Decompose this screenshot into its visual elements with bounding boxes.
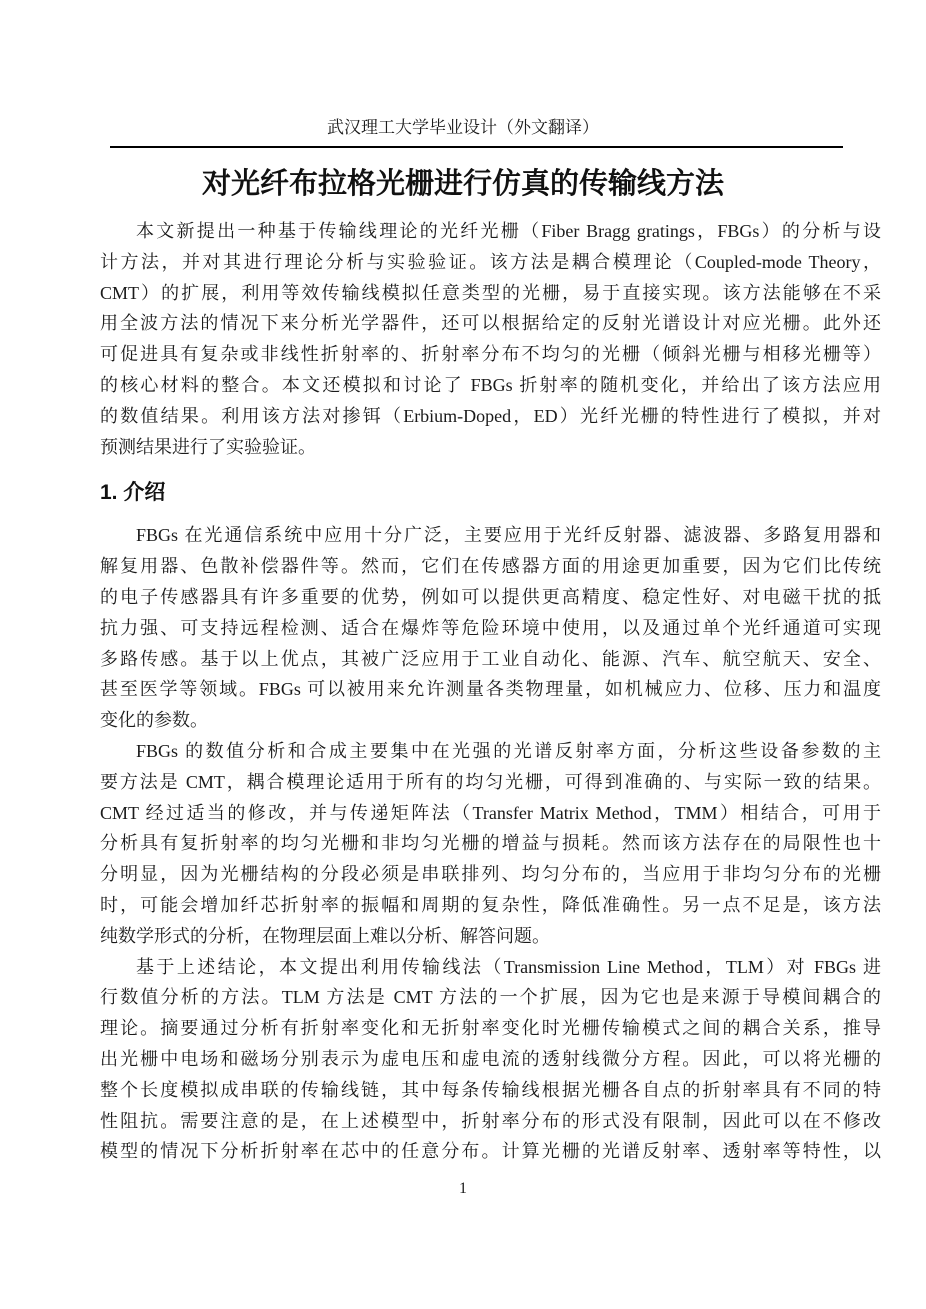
text-line: FBGs 在光通信系统中应用十分广泛，主要应用于光纤反射器、滤波器、多路复用器和 xyxy=(136,525,881,546)
paragraph xyxy=(100,520,881,736)
text-line: 出光栅中电场和磁场分别表示为虚电压和虚电流的透射线微分方程。因此，可以将光栅的 xyxy=(100,1048,881,1069)
paragraph xyxy=(100,216,881,462)
text-line: 的核心材料的整合。本文还模拟和讨论了 FBGs 折射率的随机变化，并给出了该方法应用 xyxy=(100,374,881,395)
text-line: 时，可能会增加纤芯折射率的振幅和周期的复杂性，降低准确性。另一点不足是，该方法 xyxy=(100,894,881,915)
text-line: CMT 经过适当的修改，并与传递矩阵法（Transfer Matrix Method，TMM）相结合，可用于 xyxy=(100,802,881,823)
text-line: 性阻抗。需要注意的是，在上述模型中，折射率分布的形式没有限制，因此可以在不修改 xyxy=(100,1110,881,1131)
document-title: 对光纤布拉格光栅进行仿真的传输线方法 xyxy=(201,168,724,200)
text-line: 解复用器、色散补偿器件等。然而，它们在传感器方面的用途更加重要，因为它们比传统 xyxy=(100,556,881,577)
text-line: 整个长度模拟成串联的传输线链，其中每条传输线根据光栅各自点的折射率具有不同的特 xyxy=(100,1079,881,1100)
document-body xyxy=(100,216,881,1167)
text-line: 抗力强、可支持远程检测、适合在爆炸等危险环境中使用，以及通过单个光纤通道可实现 xyxy=(100,617,881,638)
text-line: 分析具有复折射率的均匀光栅和非均匀光栅的增益与损耗。然而该方法存在的局限性也十 xyxy=(100,833,881,854)
text-line: 本文新提出一种基于传输线理论的光纤光栅（Fiber Bragg gratings，FBGs）的分析与设 xyxy=(136,221,881,241)
text-line: 多路传感。基于以上优点，其被广泛应用于工业自动化、能源、汽车、航空航天、安全、 xyxy=(100,648,881,669)
text-line: CMT）的扩展，利用等效传输线模拟任意类型的光栅，易于直接实现。该方法能够在不采 xyxy=(100,282,881,303)
text-line: 甚至医学等领域。FBGs 可以被用来允许测量各类物理量，如机械应力、位移、压力和温度 xyxy=(100,679,881,700)
text-line: 用全波方法的情况下来分析光学器件，还可以根据给定的反射光谱设计对应光栅。此外还 xyxy=(100,313,881,334)
paragraph xyxy=(100,952,881,1168)
text-line: 模型的情况下分析折射率在芯中的任意分布。计算光栅的光谱反射率、透射率等特性，以 xyxy=(100,1141,881,1162)
text-line: 的数值结果。利用该方法对掺铒（Erbium-Doped，ED）光纤光栅的特性进行了模拟，并对 xyxy=(100,405,881,426)
text-line: 计方法，并对其进行理论分析与实验验证。该方法是耦合模理论（Coupled-mode Theory， xyxy=(100,251,881,272)
text-line: 可促进具有复杂或非线性折射率的、折射率分布不均匀的光栅（倾斜光栅与相移光栅等） xyxy=(100,344,881,365)
section-heading: 1. 介绍 xyxy=(100,481,166,505)
text-line: 要方法是 CMT，耦合模理论适用于所有的均匀光栅，可得到准确的、与实际一致的结果。 xyxy=(100,771,881,792)
text-line: 基于上述结论，本文提出利用传输线法（Transmission Line Method，TLM）对 FBGs 进 xyxy=(136,956,881,977)
text-line: 预测结果进行了实验验证。 xyxy=(100,436,316,457)
text-line: FBGs 的数值分析和合成主要集中在光强的光谱反射率方面，分析这些设备参数的主 xyxy=(136,740,881,761)
text-line: 分明显，因为光栅结构的分段必须是串联排列、均匀分布的，当应用于非均匀分布的光栅 xyxy=(100,864,881,885)
page-number: 1 xyxy=(459,1180,467,1197)
text-line: 变化的参数。 xyxy=(100,710,208,731)
paragraph xyxy=(100,736,881,952)
text-line: 理论。摘要通过分析有折射率变化和无折射率变化时光栅传输模式之间的耦合关系，推导 xyxy=(100,1018,881,1039)
page-header xyxy=(0,0,926,148)
text-line: 行数值分析的方法。TLM 方法是 CMT 方法的一个扩展，因为它也是来源于导模间耦合的 xyxy=(100,987,881,1008)
header-text: 武汉理工大学毕业设计（外文翻译） xyxy=(327,118,599,137)
text-line: 纯数学形式的分析，在物理层面上难以分析、解答问题。 xyxy=(100,925,550,946)
text-line: 的电子传感器具有许多重要的优势，例如可以提供更高精度、稳定性好、对电磁干扰的抵 xyxy=(100,586,881,607)
